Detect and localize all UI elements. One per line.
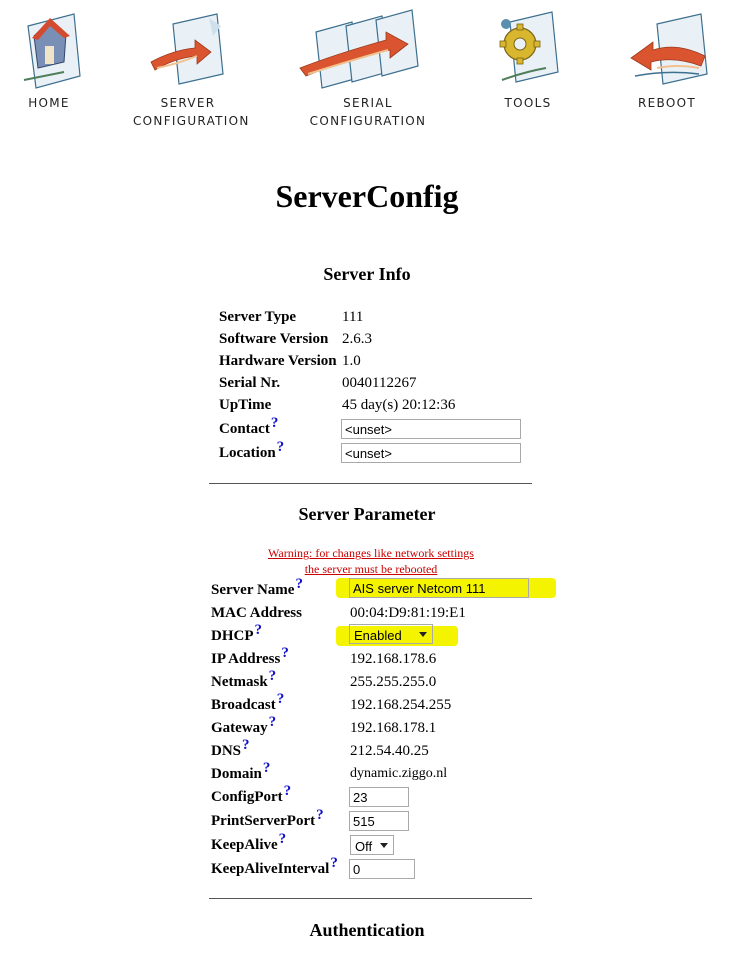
keep-alive-interval-label: KeepAliveInterval	[211, 861, 330, 877]
netmask-help-icon[interactable]: ?	[268, 668, 277, 684]
server-name-label: Server Name	[211, 582, 295, 598]
dns-label: DNS	[211, 743, 242, 759]
nav-tools-label: TOOLS	[504, 96, 552, 110]
authentication-title: Authentication	[309, 920, 425, 940]
broadcast-help-icon[interactable]: ?	[276, 691, 285, 707]
uptime-label: UpTime	[219, 397, 272, 413]
nav-serial-configuration[interactable]	[296, 6, 440, 130]
config-port-input[interactable]	[349, 787, 409, 807]
netmask-label-wrap	[211, 668, 277, 692]
hardware-version-label: Hardware Version	[219, 353, 337, 369]
server-info-title: Server Info	[323, 264, 411, 284]
keep-alive-select-value: Off	[355, 839, 373, 854]
print-server-port-input[interactable]	[349, 811, 409, 831]
reboot-warning-line2: the server must be rebooted	[304, 562, 438, 576]
location-label-wrap	[219, 439, 285, 463]
dhcp-label: DHCP	[211, 628, 254, 644]
netmask-label: Netmask	[211, 674, 268, 690]
server-type-value: 111	[342, 309, 364, 325]
location-label: Location	[219, 445, 276, 461]
dns-value: 212.54.40.25	[350, 743, 429, 759]
uptime-value: 45 day(s) 20:12:36	[342, 397, 456, 413]
chevron-down-icon	[380, 843, 388, 848]
dhcp-help-icon[interactable]: ?	[254, 622, 262, 638]
contact-label: Contact	[219, 421, 270, 437]
serial-config-icon	[296, 6, 440, 94]
hardware-version-value: 1.0	[342, 353, 361, 369]
nav-reboot-label: REBOOT	[638, 96, 696, 110]
keep-alive-interval-label-wrap	[211, 855, 338, 879]
divider	[209, 483, 532, 484]
serial-nr-value: 0040112267	[342, 375, 417, 391]
dhcp-select-value: Enabled	[354, 628, 402, 643]
software-version-value: 2.6.3	[342, 331, 372, 347]
top-navigation	[0, 0, 734, 140]
domain-help-icon[interactable]: ?	[262, 760, 271, 776]
server-type-label: Server Type	[219, 309, 297, 325]
broadcast-label-wrap	[211, 691, 285, 715]
config-port-label-wrap	[211, 783, 292, 807]
broadcast-value: 192.168.254.255	[350, 697, 452, 713]
print-server-port-label-wrap	[211, 807, 324, 831]
reboot-icon	[617, 6, 717, 94]
ip-address-label-wrap	[211, 645, 289, 669]
server-name-input[interactable]	[349, 578, 529, 598]
nav-tools[interactable]	[492, 6, 564, 112]
server-config-icon	[143, 6, 233, 94]
dhcp-label-wrap	[211, 622, 262, 646]
nav-home[interactable]	[14, 6, 84, 112]
dhcp-select[interactable]	[349, 624, 433, 644]
serial-nr-label: Serial Nr.	[219, 375, 281, 391]
chevron-down-icon	[419, 632, 427, 637]
server-name-help-icon[interactable]: ?	[295, 576, 303, 592]
gateway-label: Gateway	[211, 720, 268, 736]
gateway-value: 192.168.178.1	[350, 720, 437, 736]
server-name-label-wrap	[211, 576, 303, 600]
tools-icon	[492, 6, 564, 94]
nav-server-configuration-line1: SERVER	[160, 96, 216, 110]
config-port-help-icon[interactable]: ?	[283, 783, 292, 799]
reboot-warning-line1: Warning: for changes like network settings	[268, 546, 474, 560]
divider	[209, 898, 532, 899]
nav-serial-configuration-line1: SERIAL	[343, 96, 393, 110]
keep-alive-interval-input[interactable]	[349, 859, 415, 879]
nav-reboot[interactable]	[612, 6, 722, 112]
ip-address-help-icon[interactable]: ?	[281, 645, 289, 661]
page-title: ServerConfig	[275, 178, 459, 214]
domain-value: dynamic.ziggo.nl	[350, 766, 448, 781]
keep-alive-label: KeepAlive	[211, 837, 278, 853]
keep-alive-select[interactable]	[350, 835, 394, 855]
mac-address-value: 00:04:D9:81:19:E1	[350, 605, 466, 621]
contact-input[interactable]	[341, 419, 521, 439]
software-version-label: Software Version	[219, 331, 329, 347]
nav-serial-configuration-line2: CONFIGURATION	[309, 114, 427, 128]
config-port-label: ConfigPort	[211, 789, 283, 805]
reboot-warning	[0, 545, 734, 577]
location-help-icon[interactable]: ?	[276, 439, 285, 455]
keep-alive-help-icon[interactable]: ?	[278, 831, 287, 847]
nav-server-configuration[interactable]	[133, 6, 250, 130]
broadcast-label: Broadcast	[211, 697, 276, 713]
domain-label: Domain	[211, 766, 262, 782]
location-input[interactable]	[341, 443, 521, 463]
home-icon	[14, 6, 84, 94]
print-server-port-label: PrintServerPort	[211, 813, 316, 829]
keep-alive-interval-help-icon[interactable]: ?	[330, 855, 338, 871]
nav-home-label: HOME	[28, 96, 70, 110]
print-server-port-help-icon[interactable]: ?	[316, 807, 324, 823]
domain-label-wrap	[211, 760, 271, 784]
ip-address-label: IP Address	[211, 651, 281, 667]
server-parameter-title: Server Parameter	[298, 504, 436, 524]
gateway-help-icon[interactable]: ?	[268, 714, 277, 730]
nav-server-configuration-line2: CONFIGURATION	[133, 114, 250, 128]
ip-address-value: 192.168.178.6	[350, 651, 437, 667]
keep-alive-label-wrap	[211, 831, 287, 855]
gateway-label-wrap	[211, 714, 277, 738]
mac-address-label: MAC Address	[211, 605, 302, 621]
dns-label-wrap	[211, 737, 250, 761]
contact-label-wrap	[219, 415, 279, 439]
netmask-value: 255.255.255.0	[350, 674, 437, 690]
contact-help-icon[interactable]: ?	[270, 415, 279, 431]
dns-help-icon[interactable]: ?	[242, 737, 250, 753]
